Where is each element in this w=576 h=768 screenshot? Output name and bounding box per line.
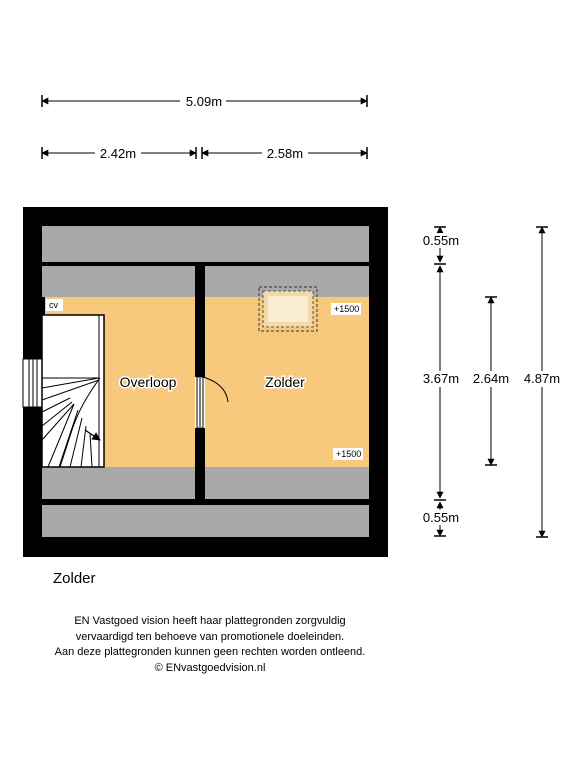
stair-wall [42,297,45,315]
staircase [42,315,104,467]
disclaimer-line: © ENvastgoedvision.nl [154,661,266,674]
dimension-total-width [42,92,367,109]
height-marker-bottom [333,448,363,460]
dimension-right-width [202,144,367,161]
low-ceiling-bottom [42,505,369,537]
room-label-zolder: Zolder [265,374,305,390]
height-marker-top [331,303,361,315]
floor-title: Zolder [53,570,96,587]
dimension-label: 0.55m [422,510,460,525]
window-left [23,359,42,407]
cv-label: cv [49,300,58,310]
disclaimer-line: EN Vastgoed vision heeft haar plattegronden zorgvuldig [74,615,346,627]
dimension-label: 2.42m [99,146,137,161]
dimension-room-depth [469,297,513,465]
dimension-label: 4.87m [523,371,561,386]
disclaimer [0,614,420,676]
dimension-bottom-depth [419,502,463,536]
dimension-label: 0.55m [422,233,460,248]
dimension-top-depth [419,227,463,262]
room-label-overloop: Overloop [119,374,177,390]
dimension-label: 5.09m [185,94,223,109]
height-label-bottom: +1500 [336,449,362,459]
dimension-left-width [42,144,196,161]
cv-label-box [46,299,63,311]
dimension-label: 2.58m [266,146,304,161]
skylight [259,287,317,331]
disclaimer-line: vervaardigd ten behoeve van promotionele doeleinden. [75,630,345,643]
dimension-middle-depth [419,264,463,500]
low-ceiling-top [42,226,369,262]
dimension-label: 3.67m [422,371,460,386]
dimension-label: 2.64m [472,371,510,386]
disclaimer-line: Aan deze plattegronden kunnen geen rechten worden ontleend. [54,646,366,658]
height-label-top: +1500 [334,304,360,314]
dimension-total-depth [520,227,564,537]
